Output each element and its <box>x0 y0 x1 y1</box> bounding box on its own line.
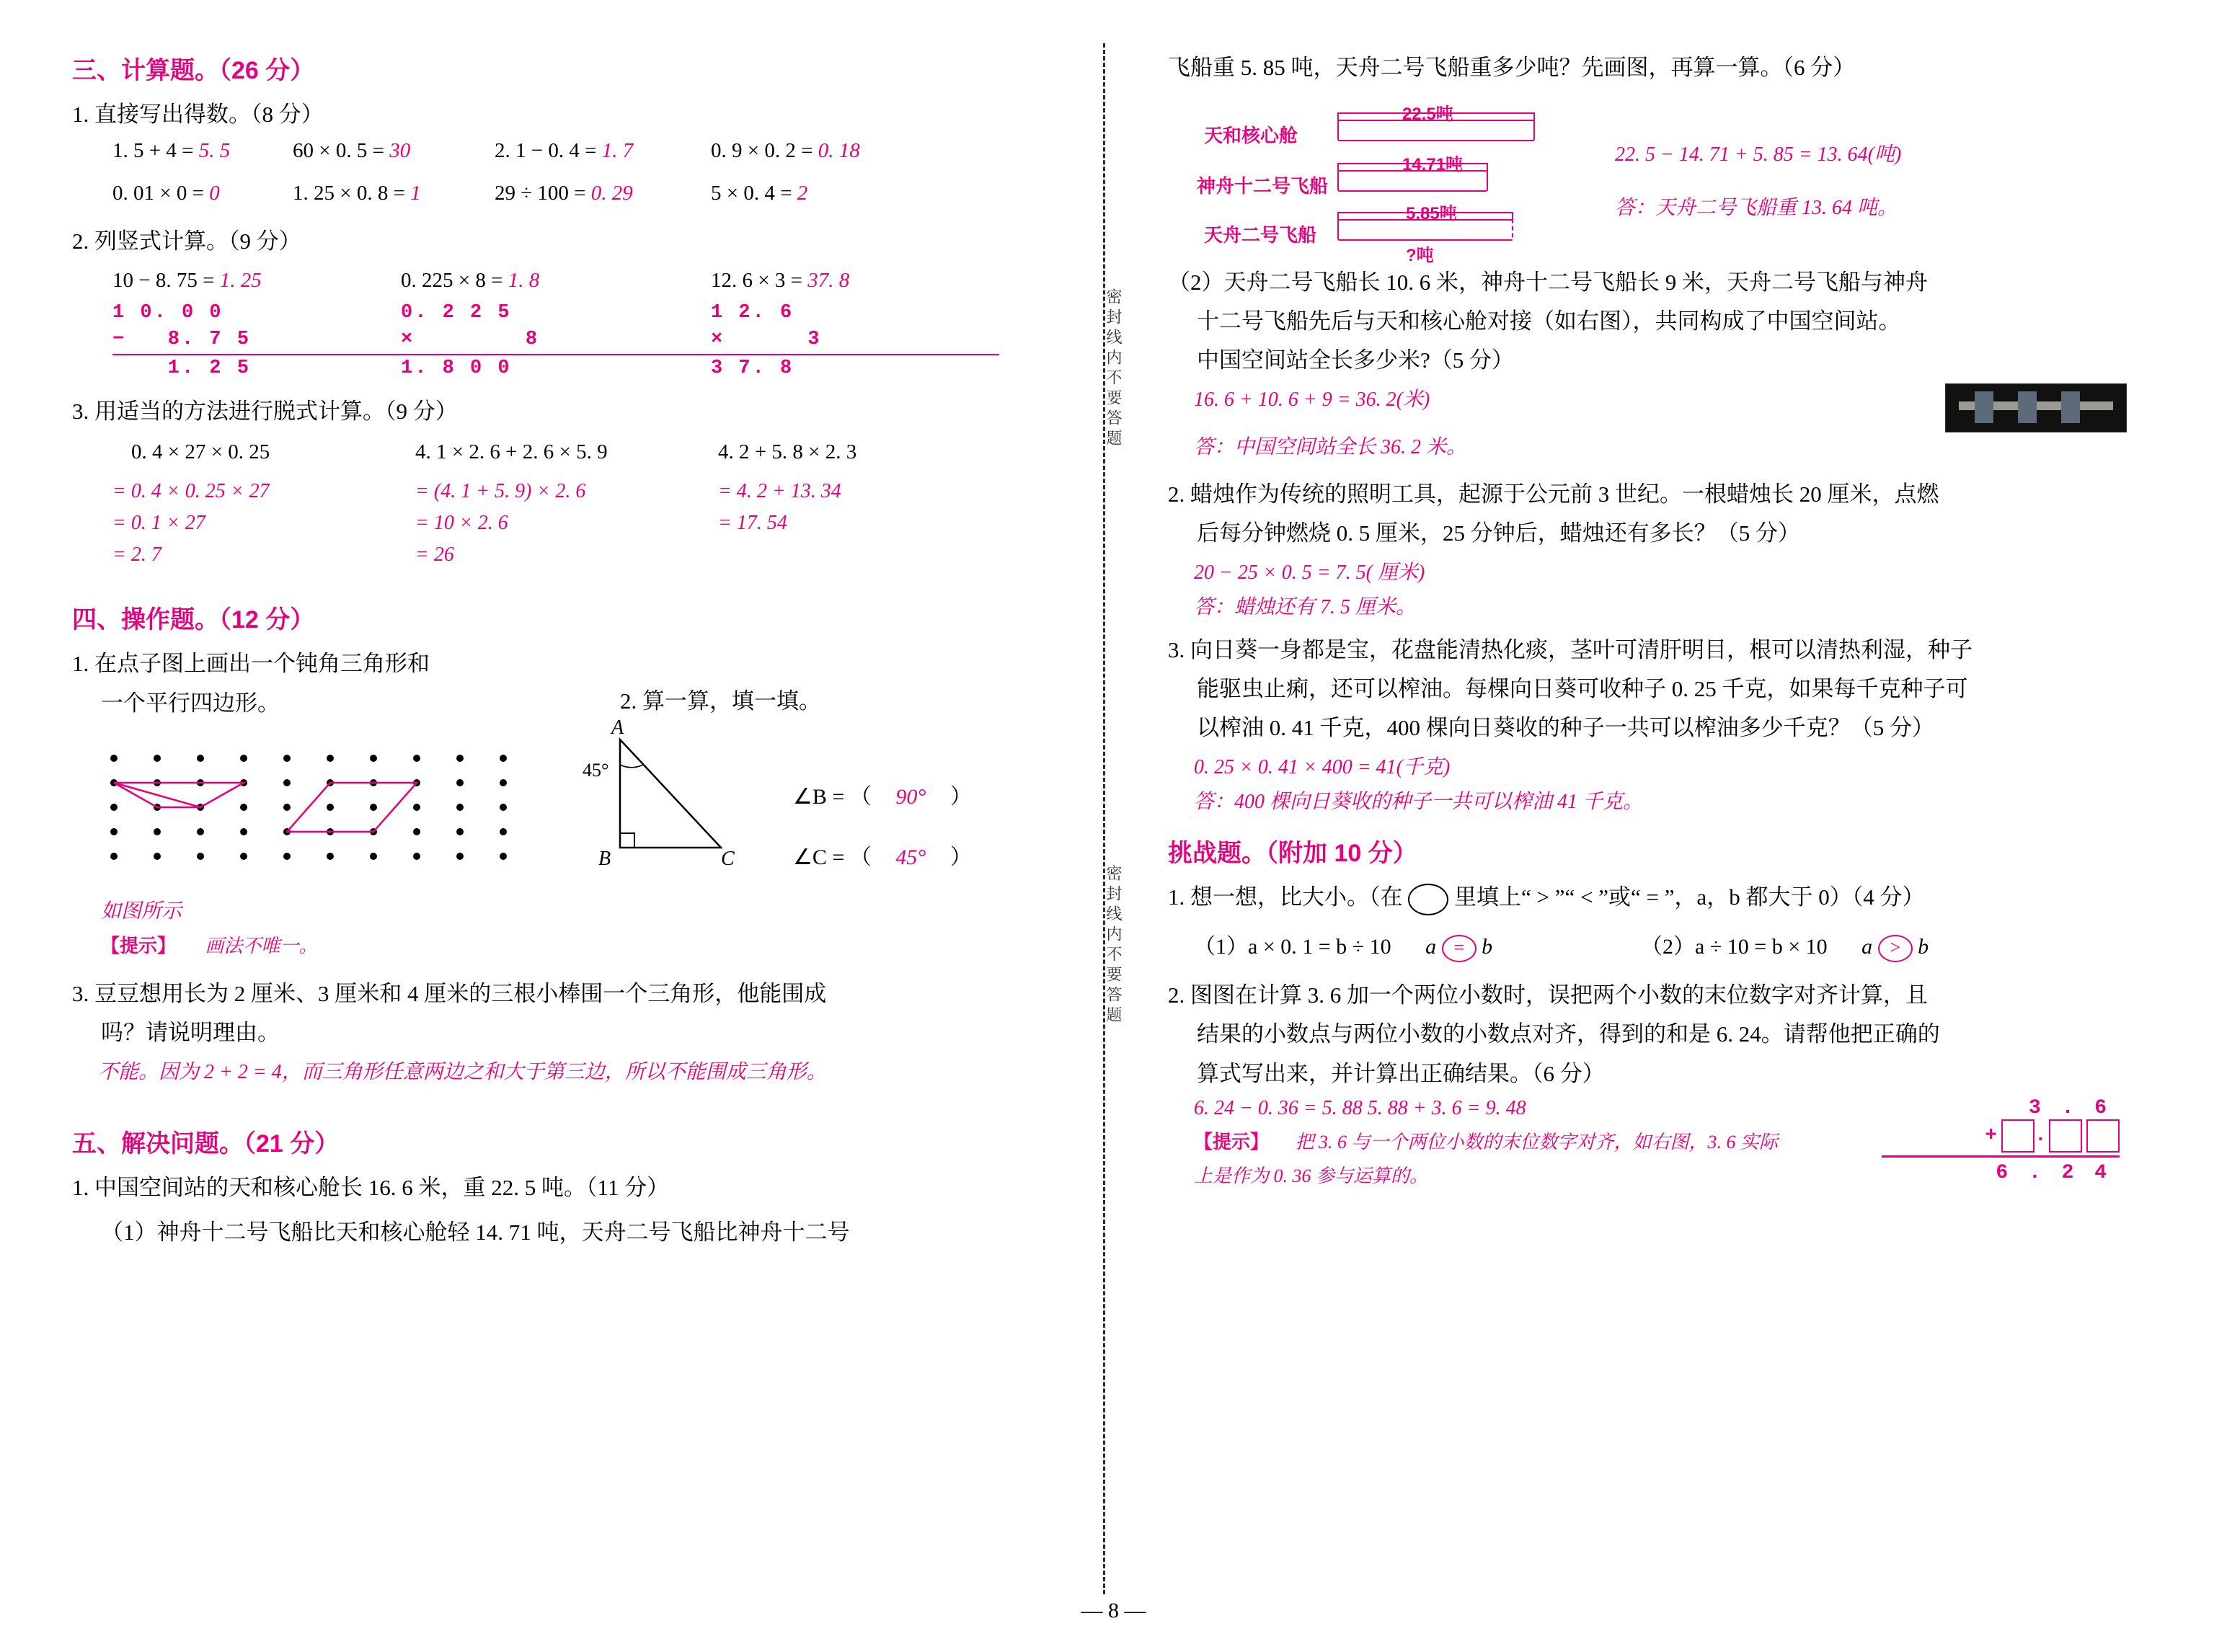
segment-brace-2 <box>1337 163 1488 172</box>
vertical-work: 1 0. 0 0 − 8. 7 5 1. 2 5 <box>112 300 401 381</box>
left-column <box>72 50 1060 1254</box>
q5-4-line3: 以榨油 0. 41 千克，400 棵向日葵收的种子一共可以榨油多少千克？（5 分） <box>1197 715 1934 741</box>
vertical-calc-row <box>112 269 1060 381</box>
page-divider <box>1103 43 1105 1594</box>
q4-2-title: 2. 算一算，填一填。 <box>620 688 821 714</box>
q5-4-line1: 3. 向日葵一身都是宝，花盘能清热化痰，茎叶可清肝明目，根可以清热利湿，种子 <box>1168 637 1973 663</box>
oral-item: 60 × 0. 5 = 30 <box>293 139 411 163</box>
segment-label-2: 神舟十二号飞船 <box>1197 175 1329 197</box>
section-5-heading: 五、解决问题。（21 分） <box>72 1129 340 1158</box>
q5-1-line1: 1. 中国空间站的天和核心舱长 16. 6 米，重 22. 5 吨。（11 分） <box>72 1174 670 1200</box>
challenge-box-calc <box>1882 1097 2120 1184</box>
dot-grid-figure <box>101 745 562 868</box>
q5-2-calc: 16. 6 + 10. 6 + 9 = 36. 2(米) <box>1194 388 1430 412</box>
right-triangle-figure <box>577 716 793 891</box>
challenge-q1-item2: （2）a ÷ 10 = b × 10 a > b <box>1641 928 1929 962</box>
seal-line-note-2: 密封线内不要答题 <box>1104 865 1123 1026</box>
oral-item: 0. 01 × 0 = 0 <box>112 182 220 205</box>
answer-cell[interactable] <box>2049 1119 2082 1153</box>
stepwise-item: 4. 1 × 2. 6 + 2. 6 × 5. 9 = (4. 1 + 5. 9) × 2. 6 = 10 × 2. 6 = 26 <box>415 440 718 575</box>
box-calc-top: 3 . 6 <box>2028 1096 2111 1119</box>
vertex-c-label: C <box>721 847 735 870</box>
vertical-calc-item: 10 − 8. 75 = 1. 25 1 0. 0 0 − 8. 7 5 1. 2 5 <box>112 269 401 381</box>
challenge-q1-item1: （1）a × 0. 1 = b ÷ 10 a = b <box>1194 928 1641 962</box>
q5-2-line2: 十二号飞船先后与天和核心舱对接（如右图），共同构成了中国空间站。 <box>1197 308 1901 334</box>
section-3-heading: 三、计算题。（26 分） <box>72 57 315 84</box>
challenge-q2-tip2: 上是作为 0. 36 参与运算的。 <box>1194 1165 1429 1186</box>
q5-3-line2: 后每分钟燃烧 0. 5 厘米，25 分钟后，蜡烛还有多长？（5 分） <box>1197 520 1800 546</box>
q5-4-line2: 能驱虫止痢，还可以榨油。每棵向日葵可收种子 0. 25 千克，如果每千克种子可 <box>1197 676 1968 702</box>
vertical-calc-item: 12. 6 × 3 = 37. 8 1 2. 6 × 3 3 7. 8 <box>711 269 999 381</box>
oral-item: 2. 1 − 0. 4 = 1. 7 <box>495 139 634 163</box>
q5-3-calc: 20 − 25 × 0. 5 = 7. 5( 厘米) <box>1194 561 1425 585</box>
decimal-dot: . <box>2035 1124 2047 1147</box>
stepwise-steps: = (4. 1 + 5. 9) × 2. 6 = 10 × 2. 6 = 26 <box>415 480 586 567</box>
q5-1-answer: 答：天舟二号飞船重 13. 64 吨。 <box>1615 197 1898 220</box>
box-calc-middle <box>1882 1119 2120 1158</box>
oral-item: 1. 25 × 0. 8 = 1 <box>293 182 421 205</box>
q5-1-calc: 22. 5 − 14. 71 + 5. 85 = 13. 64(吨) <box>1615 143 1902 166</box>
answer-cell[interactable] <box>2001 1119 2035 1153</box>
q5-3-answer: 答：蜡烛还有 7. 5 厘米。 <box>1194 596 1417 619</box>
oral-item: 0. 9 × 0. 2 = 0. 18 <box>711 139 860 163</box>
angle-a-label: 45° <box>583 759 609 781</box>
tip-label: 【提示】 <box>101 935 177 956</box>
segment-brace-3 <box>1337 212 1513 221</box>
blank-circle[interactable] <box>1408 884 1448 915</box>
page-number: — 8 — <box>1081 1599 1146 1622</box>
stepwise-steps: = 0. 4 × 0. 25 × 27 = 0. 1 × 27 = 2. 7 <box>112 480 270 567</box>
oral-item: 29 ÷ 100 = 0. 29 <box>495 182 633 205</box>
vertex-a-label: A <box>611 716 624 739</box>
plus-sign: + <box>1985 1124 1997 1147</box>
segment-bar-1 <box>1337 120 1535 141</box>
q4-3-line2: 吗？请说明理由。 <box>101 1019 280 1045</box>
angle-c-answer: 45° <box>895 845 926 869</box>
q5-2-line3: 中国空间站全长多少米?（5 分） <box>1197 347 1515 373</box>
q3-1-title: 1. 直接写出得数。（8 分） <box>72 102 324 127</box>
q4-1-line2: 一个平行四边形。 <box>101 690 280 716</box>
segment-value-2: 14.71吨 <box>1402 155 1464 175</box>
oral-answer: 0 <box>209 182 220 205</box>
q3-2-title: 2. 列竖式计算。（9 分） <box>72 228 301 254</box>
q4-1-tip <box>101 931 1060 958</box>
angle-b-answer: 90° <box>895 784 926 809</box>
challenge-q2-line3: 算式写出来，并计算出正确结果。（6 分） <box>1197 1060 1605 1086</box>
stepwise-calc-row <box>112 440 1060 575</box>
compare-answer-2: > <box>1878 935 1913 962</box>
q5-1-continued: 飞船重 5. 85 吨，天舟二号飞船重多少吨？先画图，再算一算。（6 分） <box>1168 55 1856 80</box>
oral-answer: 0. 18 <box>818 139 860 163</box>
oral-answer: 30 <box>389 139 411 163</box>
challenge-heading: 挑战题。（附加 10 分） <box>1168 840 1417 868</box>
q4-1-line1: 1. 在点子图上画出一个钝角三角形和 <box>72 651 430 677</box>
vertex-b-label: B <box>598 847 611 870</box>
compare-answer-1: = <box>1442 935 1476 962</box>
oral-answer: 1 <box>410 182 421 205</box>
q5-3-line1: 2. 蜡烛作为传统的照明工具，起源于公元前 3 世纪。一根蜡烛长 20 厘米，点燃 <box>1168 481 1939 507</box>
segment-bar-2 <box>1337 170 1488 192</box>
stepwise-item: 0. 4 × 27 × 0. 25 = 0. 4 × 0. 25 × 27 = 0. 1 × 27 = 2. 7 <box>112 440 415 575</box>
q5-4-answer: 答：400 棵向日葵收的种子一共可以榨油 41 千克。 <box>1194 791 1644 814</box>
tip-text: 画法不唯一。 <box>205 935 318 956</box>
vertical-work: 0. 2 2 5 × 8 1. 8 0 0 <box>401 300 711 381</box>
vertical-calc-item: 0. 225 × 8 = 1. 8 0. 2 2 5 × 8 1. 8 0 0 <box>401 269 711 381</box>
q4-3-line1: 3. 豆豆想用长为 2 厘米、3 厘米和 4 厘米的三根小棒围一个三角形，他能围成 <box>72 980 827 1006</box>
box-calc-bottom: 6 . 2 4 <box>1996 1161 2111 1184</box>
space-station-photo <box>1945 383 2127 432</box>
segment-unknown-label: ?吨 <box>1406 246 1434 266</box>
segment-label-1: 天和核心舱 <box>1204 125 1298 147</box>
seal-line-note-1: 密封线内不要答题 <box>1104 288 1123 450</box>
segment-diagram <box>1197 97 1600 266</box>
segment-value-1: 22.5吨 <box>1402 105 1453 125</box>
right-column <box>1168 50 2127 1188</box>
segment-brace-1 <box>1337 112 1535 121</box>
q4-1-answer-note: 如图所示 <box>101 900 182 923</box>
segment-bar-3 <box>1337 219 1513 241</box>
vertical-work: 1 2. 6 × 3 3 7. 8 <box>711 300 999 381</box>
oral-answer: 1. 7 <box>601 139 634 163</box>
stepwise-steps: = 4. 2 + 13. 34 = 17. 54 <box>718 480 841 535</box>
section-4-heading: 四、操作题。（12 分） <box>72 606 315 634</box>
segment-value-3: 5.85吨 <box>1406 204 1457 224</box>
oral-answer: 2 <box>797 182 808 205</box>
challenge-q1-line: 1. 想一想，比大小。（在 里填上“ > ”“ < ”或“ = ”，a，b 都大于 0）（4 分） <box>1168 880 2127 915</box>
q5-2-answer: 答：中国空间站全长 36. 2 米。 <box>1194 436 1467 459</box>
tip-label: 【提示】 <box>1194 1131 1270 1153</box>
stepwise-item: 4. 2 + 5. 8 × 2. 3 = 4. 2 + 13. 34 = 17. 54 <box>718 440 1021 575</box>
challenge-q2-tip: 【提示】 把 3. 6 与一个两位小数的末位数字对齐，如右图，3. 6 实际 <box>1194 1131 1779 1153</box>
answer-cell[interactable] <box>2086 1119 2120 1153</box>
q4-3-answer: 不能。因为 2 + 2 = 4，而三角形任意两边之和大于第三边，所以不能围成三角形。 <box>98 1060 827 1083</box>
q5-1-line2: （1）神舟十二号飞船比天和核心舱轻 14. 71 吨，天舟二号飞船比神舟十二号 <box>101 1219 850 1245</box>
oral-item: 1. 5 + 4 = 5. 5 <box>112 139 231 163</box>
oral-item: 5 × 0. 4 = 2 <box>711 182 808 205</box>
q3-3-title: 3. 用适当的方法进行脱式计算。（9 分） <box>72 399 458 425</box>
dot-grid-svg <box>101 745 562 868</box>
q5-2-line1: （2）天舟二号飞船长 10. 6 米，神舟十二号飞船长 9 米，天舟二号飞船与神舟 <box>1168 270 1928 296</box>
challenge-q2-line1: 2. 图图在计算 3. 6 加一个两位小数时，误把两个小数的末位数字对齐计算，且 <box>1168 982 1928 1008</box>
challenge-q2-calc: 6. 24 − 0. 36 = 5. 88 5. 88 + 3. 6 = 9. 48 <box>1194 1096 1526 1119</box>
oral-calc-grid <box>112 139 1060 205</box>
angle-c-line: ∠C = （ 45° ） <box>793 845 972 869</box>
segment-label-3: 天舟二号飞船 <box>1204 224 1317 247</box>
q5-4-calc: 0. 25 × 0. 41 × 400 = 41(千克) <box>1194 756 1451 779</box>
oral-answer: 0. 29 <box>590 182 633 205</box>
challenge-q2-line2: 结果的小数点与两位小数的小数点对齐，得到的和是 6. 24。请帮他把正确的 <box>1197 1021 1940 1047</box>
angle-b-line: ∠B = （ 90° ） <box>793 784 972 809</box>
oral-answer: 5. 5 <box>198 139 231 163</box>
